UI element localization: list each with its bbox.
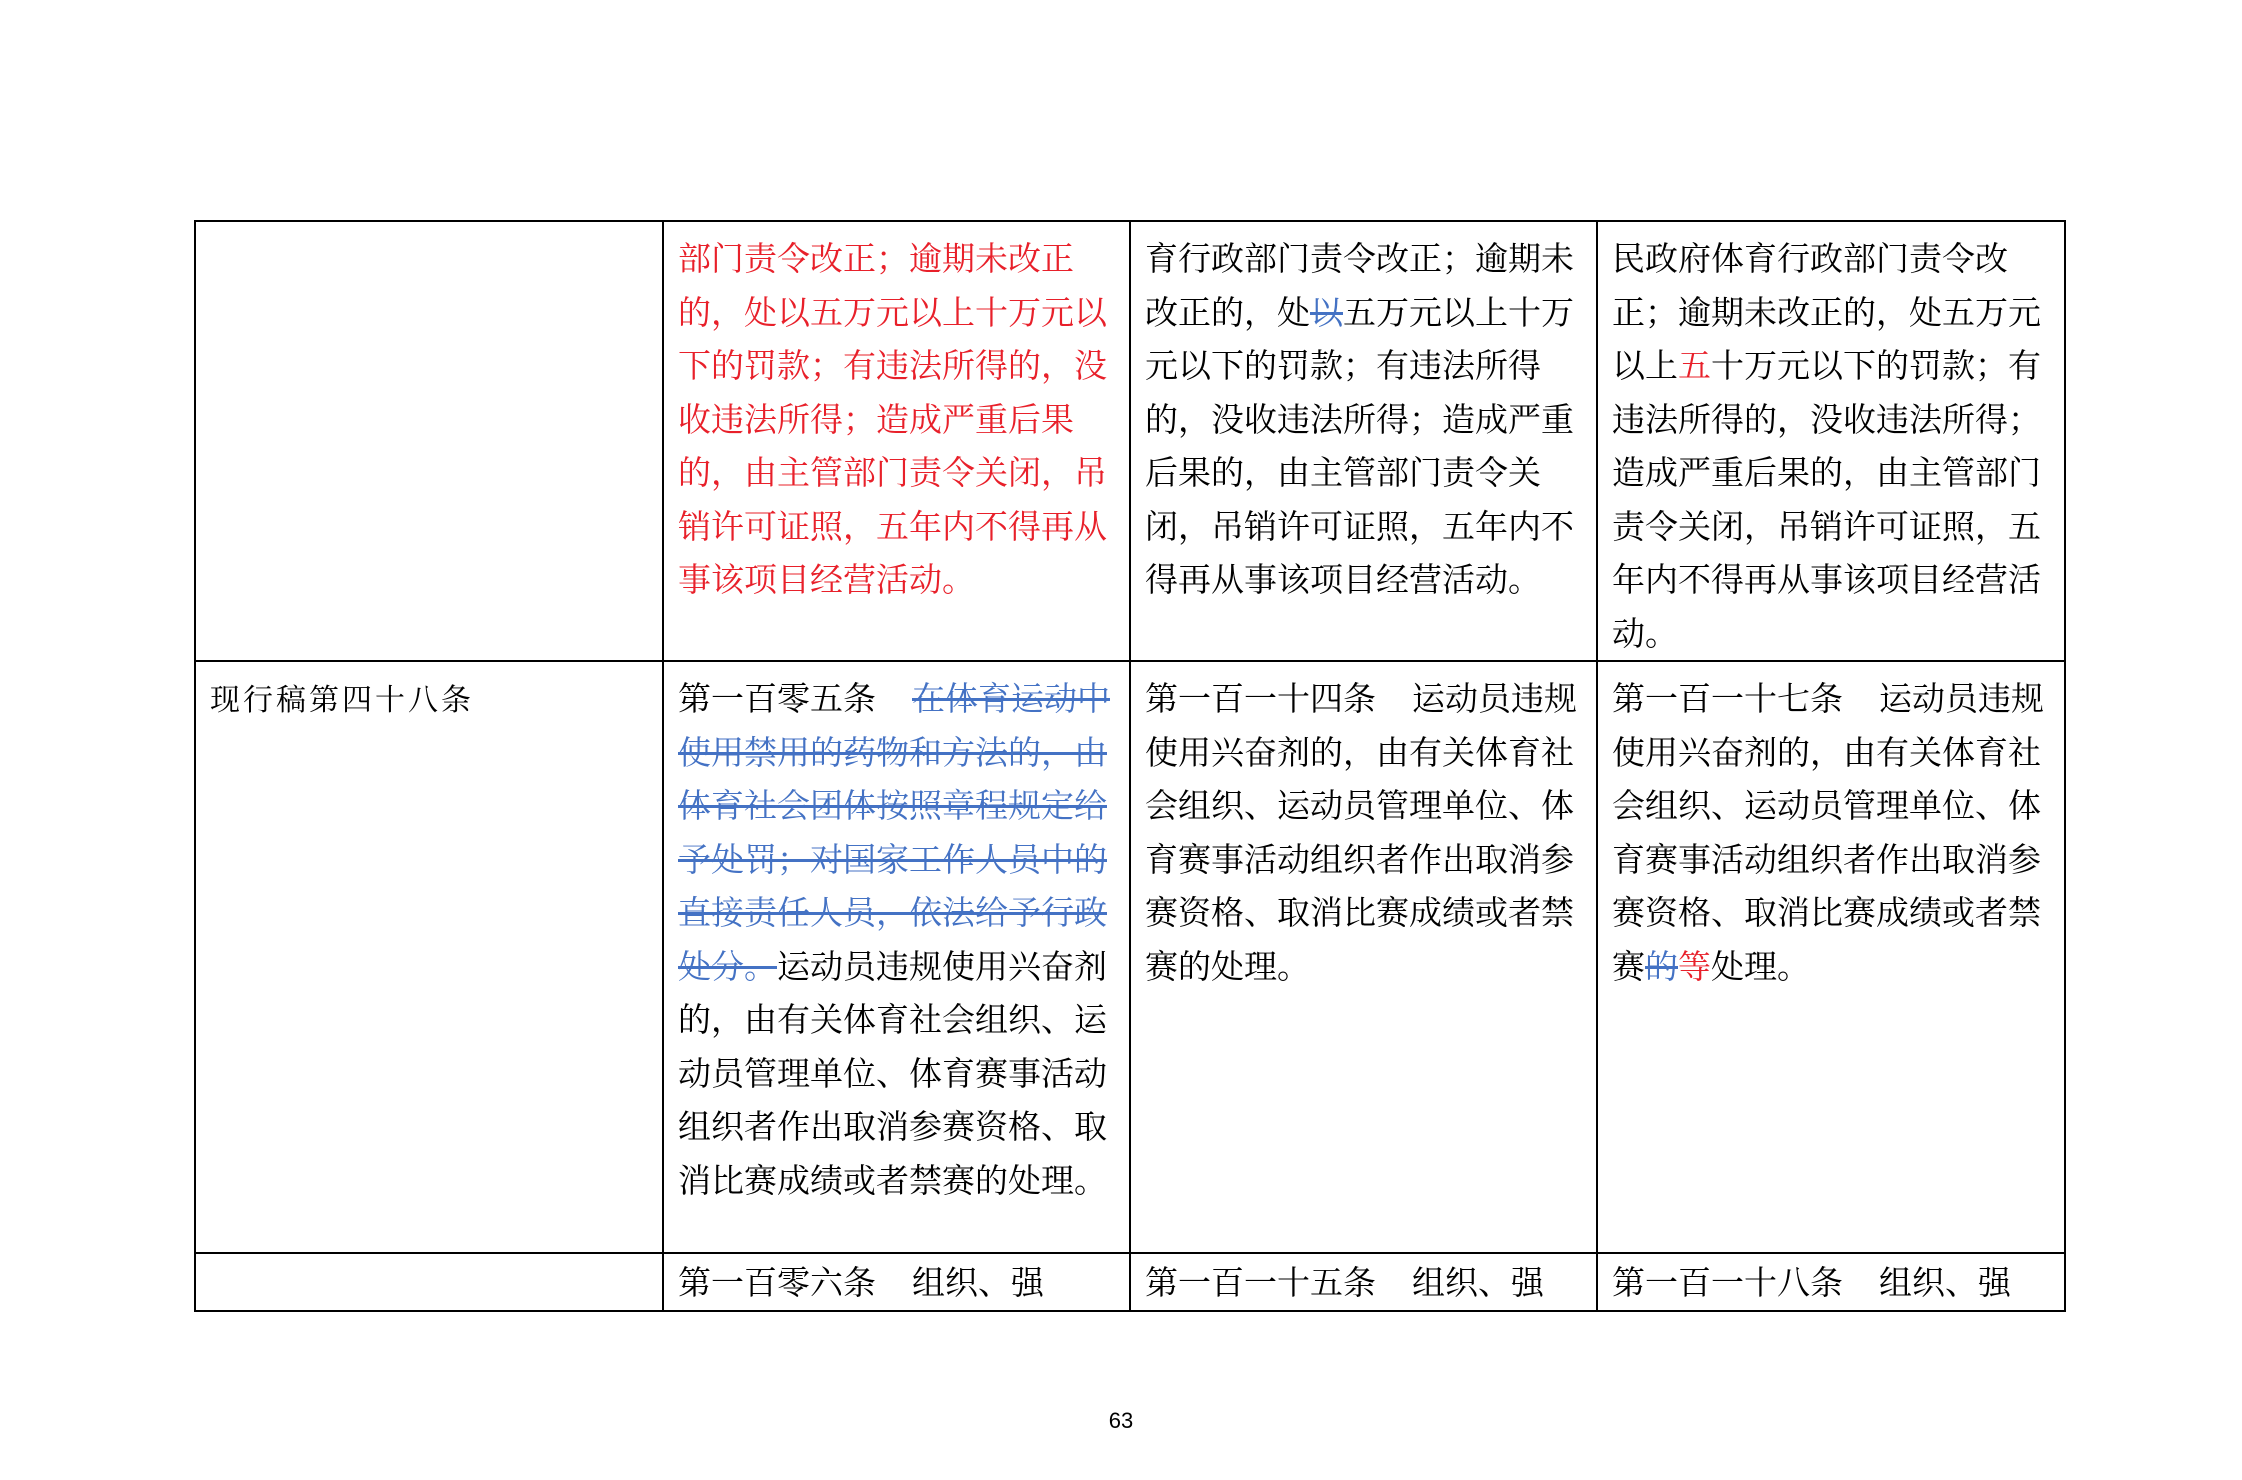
- row1-label-cell: [195, 221, 663, 661]
- deleted-text: 的: [1645, 946, 1678, 986]
- row1-current-draft-cell: [663, 221, 1130, 661]
- row2-revision-cell: [1130, 661, 1597, 1253]
- article-number: 第一百零六条: [678, 1263, 876, 1302]
- article-number: 第一百一十五条: [1145, 1263, 1376, 1302]
- row2-current-draft-cell: [663, 661, 1130, 1253]
- table-row: [195, 221, 2065, 661]
- deleted-text: 以: [1310, 292, 1343, 332]
- article-number: 第一百一十八条: [1612, 1263, 1843, 1302]
- row3-revision-cell: [1130, 1253, 1597, 1311]
- row2-final-cell: [1597, 661, 2065, 1253]
- article-number: 第一百零五条: [678, 679, 876, 718]
- clause-text: 运动员违规使用兴奋剂的，由有关体育社会组织、运动员管理单位、体育赛事活动组织者作出取消参赛资格、取消比赛成绩或者禁赛: [1612, 679, 2044, 986]
- clause-text: 十万元以下的罚款；有违法所得的，没收违法所得；造成严重后果的，由主管部门责令关闭，吊销许可证照，五年内不得再从事该项目经营活动。: [1612, 346, 2041, 653]
- deleted-text: 在体育运动中使用禁用的药物和方法的，由体育社会团体按照章程规定给予处罚；对国家工作人员中的直接责任人员，依法给予行政处分。: [678, 679, 1110, 986]
- row3-label-cell: [195, 1253, 663, 1311]
- clause-text: 运动员违规使用兴奋剂的，由有关体育社会组织、运动员管理单位、体育赛事活动组织者作出取消参赛资格、取消比赛成绩或者禁赛的处理。: [1145, 679, 1577, 986]
- clause-text: 组织、强: [1412, 1263, 1544, 1302]
- comparison-table: [194, 220, 2066, 1312]
- clause-text: 组织、强: [1879, 1263, 2011, 1302]
- table-row: [195, 661, 2065, 1253]
- row3-final-cell: [1597, 1253, 2065, 1311]
- added-text: 部门责令改正；逾期未改正的，处以五万元以上十万元以下的罚款；有违法所得的，没收违法所得；造成严重后果的，由主管部门责令关闭，吊销许可证照，五年内不得再从事该项目经营活动。: [678, 239, 1107, 599]
- page-number: 63: [1108, 1408, 1134, 1433]
- article-number: 第一百一十七条: [1612, 679, 1843, 718]
- clause-text: 民政府体育行政部门责令改正；逾期未改正的，处五万元以上: [1612, 239, 2041, 385]
- clause-text: 组织、强: [912, 1263, 1044, 1302]
- article-number: 第一百一十四条: [1145, 679, 1376, 718]
- clause-text: 运动员违规使用兴奋剂的，由有关体育社会组织、运动员管理单位、体育赛事活动组织者作出取消参赛资格、取消比赛成绩或者禁赛的处理。: [678, 946, 1107, 1200]
- table-row: [195, 1253, 2065, 1311]
- added-text: 五: [1678, 346, 1711, 385]
- clause-text: 处理。: [1711, 946, 1810, 986]
- clause-text: 育行政部门责令改正；逾期未改正的，处: [1145, 239, 1574, 332]
- row2-label-cell: 现行稿第四十八条: [195, 661, 663, 1253]
- row3-current-draft-cell: [663, 1253, 1130, 1311]
- clause-text: 五万元以上十万元以下的罚款；有违法所得的，没收违法所得；造成严重后果的，由主管部门责令关闭，吊销许可证照，五年内不得再从事该项目经营活动。: [1145, 292, 1574, 599]
- row1-final-cell: [1597, 221, 2065, 661]
- added-text: 等: [1678, 946, 1711, 986]
- row1-revision-cell: [1130, 221, 1597, 661]
